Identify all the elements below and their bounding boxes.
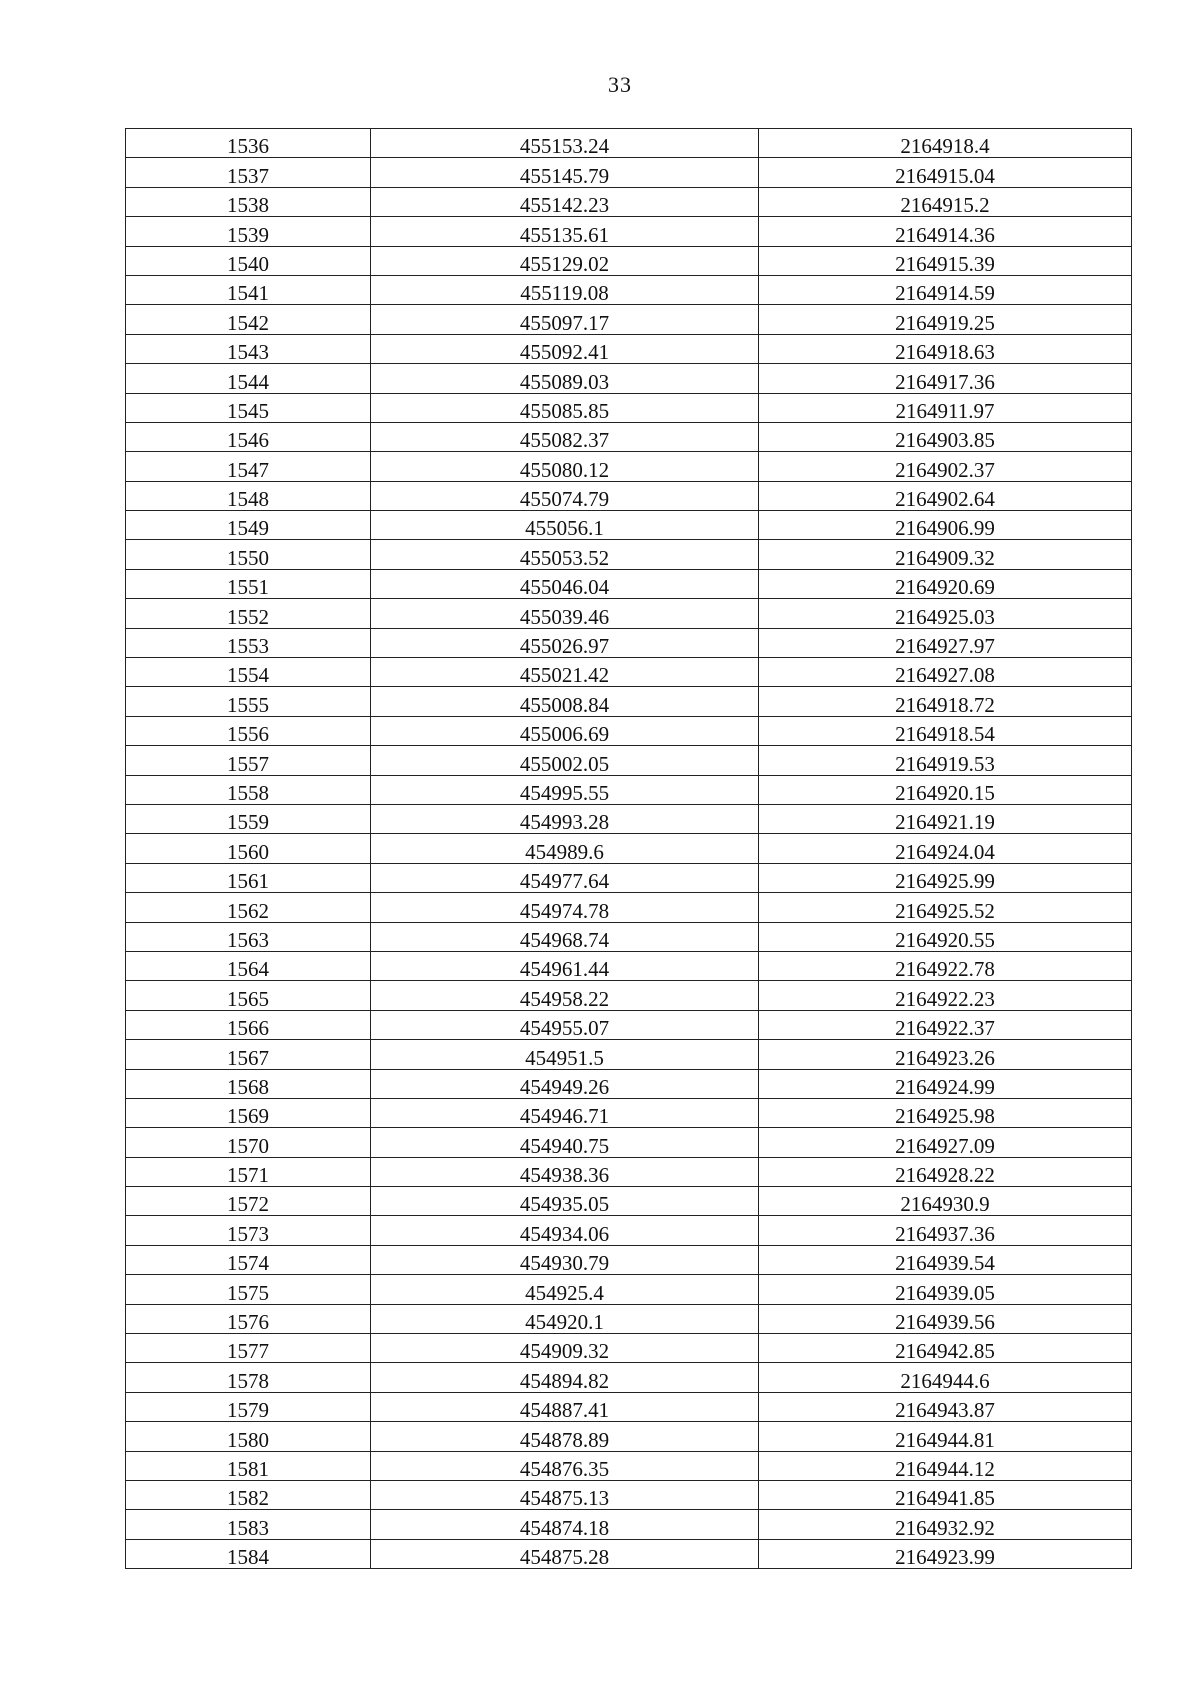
point-number-cell: 1581 <box>126 1451 371 1480</box>
point-number-cell: 1561 <box>126 863 371 892</box>
point-number-cell: 1562 <box>126 893 371 922</box>
point-number-cell: 1572 <box>126 1187 371 1216</box>
point-number-cell: 1556 <box>126 716 371 745</box>
x-coordinate-cell: 454961.44 <box>371 951 759 980</box>
table-row <box>126 775 1132 804</box>
x-coordinate-cell: 455039.46 <box>371 599 759 628</box>
y-coordinate-cell: 2164921.19 <box>759 804 1132 833</box>
table-row <box>126 922 1132 951</box>
table-row <box>126 951 1132 980</box>
x-coordinate-cell: 454876.35 <box>371 1451 759 1480</box>
point-number-cell: 1571 <box>126 1157 371 1186</box>
point-number-cell: 1563 <box>126 922 371 951</box>
point-number-cell: 1545 <box>126 393 371 422</box>
point-number-cell: 1559 <box>126 804 371 833</box>
point-number-cell: 1536 <box>126 129 371 158</box>
y-coordinate-cell: 2164918.4 <box>759 129 1132 158</box>
point-number-cell: 1558 <box>126 775 371 804</box>
x-coordinate-cell: 455074.79 <box>371 481 759 510</box>
table-row <box>126 1451 1132 1480</box>
point-number-cell: 1549 <box>126 511 371 540</box>
point-number-cell: 1541 <box>126 275 371 304</box>
x-coordinate-cell: 454955.07 <box>371 1010 759 1039</box>
x-coordinate-cell: 454909.32 <box>371 1334 759 1363</box>
coordinates-table-body <box>126 129 1132 1569</box>
table-row <box>126 334 1132 363</box>
x-coordinate-cell: 454995.55 <box>371 775 759 804</box>
point-number-cell: 1576 <box>126 1304 371 1333</box>
point-number-cell: 1578 <box>126 1363 371 1392</box>
point-number-cell: 1566 <box>126 1010 371 1039</box>
table-row <box>126 1422 1132 1451</box>
point-number-cell: 1557 <box>126 746 371 775</box>
y-coordinate-cell: 2164914.59 <box>759 275 1132 304</box>
y-coordinate-cell: 2164903.85 <box>759 422 1132 451</box>
table-row <box>126 1216 1132 1245</box>
table-row <box>126 452 1132 481</box>
y-coordinate-cell: 2164941.85 <box>759 1480 1132 1509</box>
x-coordinate-cell: 455008.84 <box>371 687 759 716</box>
table-row <box>126 1245 1132 1274</box>
table-row <box>126 834 1132 863</box>
table-row <box>126 1510 1132 1539</box>
table-row <box>126 540 1132 569</box>
y-coordinate-cell: 2164922.78 <box>759 951 1132 980</box>
table-row <box>126 658 1132 687</box>
table-row <box>126 158 1132 187</box>
y-coordinate-cell: 2164932.92 <box>759 1510 1132 1539</box>
x-coordinate-cell: 455002.05 <box>371 746 759 775</box>
y-coordinate-cell: 2164918.72 <box>759 687 1132 716</box>
x-coordinate-cell: 455135.61 <box>371 217 759 246</box>
x-coordinate-cell: 454951.5 <box>371 1040 759 1069</box>
x-coordinate-cell: 455129.02 <box>371 246 759 275</box>
x-coordinate-cell: 455046.04 <box>371 569 759 598</box>
x-coordinate-cell: 454949.26 <box>371 1069 759 1098</box>
table-row <box>126 628 1132 657</box>
x-coordinate-cell: 454874.18 <box>371 1510 759 1539</box>
x-coordinate-cell: 454894.82 <box>371 1363 759 1392</box>
table-row <box>126 1539 1132 1568</box>
point-number-cell: 1544 <box>126 364 371 393</box>
point-number-cell: 1574 <box>126 1245 371 1274</box>
y-coordinate-cell: 2164925.98 <box>759 1098 1132 1127</box>
point-number-cell: 1540 <box>126 246 371 275</box>
point-number-cell: 1553 <box>126 628 371 657</box>
x-coordinate-cell: 454977.64 <box>371 863 759 892</box>
table-row <box>126 1069 1132 1098</box>
x-coordinate-cell: 454875.28 <box>371 1539 759 1568</box>
x-coordinate-cell: 455142.23 <box>371 187 759 216</box>
y-coordinate-cell: 2164944.81 <box>759 1422 1132 1451</box>
point-number-cell: 1565 <box>126 981 371 1010</box>
x-coordinate-cell: 455082.37 <box>371 422 759 451</box>
y-coordinate-cell: 2164923.26 <box>759 1040 1132 1069</box>
x-coordinate-cell: 455056.1 <box>371 511 759 540</box>
table-row <box>126 364 1132 393</box>
table-row <box>126 981 1132 1010</box>
point-number-cell: 1579 <box>126 1392 371 1421</box>
y-coordinate-cell: 2164902.64 <box>759 481 1132 510</box>
coordinates-table <box>125 128 1132 1569</box>
y-coordinate-cell: 2164920.69 <box>759 569 1132 598</box>
y-coordinate-cell: 2164917.36 <box>759 364 1132 393</box>
table-row <box>126 1275 1132 1304</box>
point-number-cell: 1584 <box>126 1539 371 1568</box>
y-coordinate-cell: 2164927.08 <box>759 658 1132 687</box>
y-coordinate-cell: 2164939.05 <box>759 1275 1132 1304</box>
x-coordinate-cell: 454920.1 <box>371 1304 759 1333</box>
point-number-cell: 1568 <box>126 1069 371 1098</box>
x-coordinate-cell: 455080.12 <box>371 452 759 481</box>
point-number-cell: 1550 <box>126 540 371 569</box>
table-row <box>126 187 1132 216</box>
x-coordinate-cell: 454993.28 <box>371 804 759 833</box>
point-number-cell: 1570 <box>126 1128 371 1157</box>
x-coordinate-cell: 454930.79 <box>371 1245 759 1274</box>
y-coordinate-cell: 2164920.55 <box>759 922 1132 951</box>
table-row <box>126 687 1132 716</box>
point-number-cell: 1573 <box>126 1216 371 1245</box>
table-row <box>126 1098 1132 1127</box>
table-row <box>126 1040 1132 1069</box>
y-coordinate-cell: 2164919.25 <box>759 305 1132 334</box>
point-number-cell: 1567 <box>126 1040 371 1069</box>
y-coordinate-cell: 2164922.23 <box>759 981 1132 1010</box>
y-coordinate-cell: 2164944.6 <box>759 1363 1132 1392</box>
table-row <box>126 1363 1132 1392</box>
x-coordinate-cell: 454968.74 <box>371 922 759 951</box>
table-row <box>126 1187 1132 1216</box>
table-row <box>126 746 1132 775</box>
point-number-cell: 1582 <box>126 1480 371 1509</box>
point-number-cell: 1547 <box>126 452 371 481</box>
point-number-cell: 1569 <box>126 1098 371 1127</box>
table-row <box>126 1128 1132 1157</box>
y-coordinate-cell: 2164922.37 <box>759 1010 1132 1039</box>
y-coordinate-cell: 2164902.37 <box>759 452 1132 481</box>
x-coordinate-cell: 454934.06 <box>371 1216 759 1245</box>
point-number-cell: 1583 <box>126 1510 371 1539</box>
table-row <box>126 1334 1132 1363</box>
x-coordinate-cell: 455085.85 <box>371 393 759 422</box>
y-coordinate-cell: 2164924.99 <box>759 1069 1132 1098</box>
y-coordinate-cell: 2164920.15 <box>759 775 1132 804</box>
y-coordinate-cell: 2164927.97 <box>759 628 1132 657</box>
table-row <box>126 129 1132 158</box>
table-row <box>126 804 1132 833</box>
y-coordinate-cell: 2164927.09 <box>759 1128 1132 1157</box>
x-coordinate-cell: 454935.05 <box>371 1187 759 1216</box>
y-coordinate-cell: 2164939.56 <box>759 1304 1132 1333</box>
x-coordinate-cell: 454925.4 <box>371 1275 759 1304</box>
x-coordinate-cell: 454958.22 <box>371 981 759 1010</box>
table-row <box>126 422 1132 451</box>
table-row <box>126 511 1132 540</box>
x-coordinate-cell: 455089.03 <box>371 364 759 393</box>
y-coordinate-cell: 2164923.99 <box>759 1539 1132 1568</box>
point-number-cell: 1542 <box>126 305 371 334</box>
point-number-cell: 1548 <box>126 481 371 510</box>
y-coordinate-cell: 2164942.85 <box>759 1334 1132 1363</box>
point-number-cell: 1564 <box>126 951 371 980</box>
table-row <box>126 217 1132 246</box>
x-coordinate-cell: 455097.17 <box>371 305 759 334</box>
x-coordinate-cell: 455145.79 <box>371 158 759 187</box>
x-coordinate-cell: 454887.41 <box>371 1392 759 1421</box>
table-row <box>126 305 1132 334</box>
point-number-cell: 1539 <box>126 217 371 246</box>
table-row <box>126 1480 1132 1509</box>
x-coordinate-cell: 454974.78 <box>371 893 759 922</box>
y-coordinate-cell: 2164937.36 <box>759 1216 1132 1245</box>
y-coordinate-cell: 2164914.36 <box>759 217 1132 246</box>
y-coordinate-cell: 2164928.22 <box>759 1157 1132 1186</box>
x-coordinate-cell: 454940.75 <box>371 1128 759 1157</box>
point-number-cell: 1560 <box>126 834 371 863</box>
x-coordinate-cell: 454878.89 <box>371 1422 759 1451</box>
point-number-cell: 1552 <box>126 599 371 628</box>
point-number-cell: 1551 <box>126 569 371 598</box>
table-row <box>126 569 1132 598</box>
point-number-cell: 1575 <box>126 1275 371 1304</box>
x-coordinate-cell: 455026.97 <box>371 628 759 657</box>
table-row <box>126 1157 1132 1186</box>
y-coordinate-cell: 2164915.2 <box>759 187 1132 216</box>
y-coordinate-cell: 2164925.03 <box>759 599 1132 628</box>
table-row <box>126 275 1132 304</box>
point-number-cell: 1538 <box>126 187 371 216</box>
y-coordinate-cell: 2164918.63 <box>759 334 1132 363</box>
x-coordinate-cell: 455153.24 <box>371 129 759 158</box>
page-number: 33 <box>608 72 632 97</box>
point-number-cell: 1555 <box>126 687 371 716</box>
y-coordinate-cell: 2164906.99 <box>759 511 1132 540</box>
y-coordinate-cell: 2164944.12 <box>759 1451 1132 1480</box>
table-row <box>126 863 1132 892</box>
y-coordinate-cell: 2164943.87 <box>759 1392 1132 1421</box>
y-coordinate-cell: 2164930.9 <box>759 1187 1132 1216</box>
x-coordinate-cell: 455092.41 <box>371 334 759 363</box>
y-coordinate-cell: 2164925.52 <box>759 893 1132 922</box>
x-coordinate-cell: 454875.13 <box>371 1480 759 1509</box>
x-coordinate-cell: 454989.6 <box>371 834 759 863</box>
y-coordinate-cell: 2164915.04 <box>759 158 1132 187</box>
y-coordinate-cell: 2164918.54 <box>759 716 1132 745</box>
table-row <box>126 1010 1132 1039</box>
table-row <box>126 1392 1132 1421</box>
y-coordinate-cell: 2164915.39 <box>759 246 1132 275</box>
x-coordinate-cell: 455119.08 <box>371 275 759 304</box>
table-row <box>126 246 1132 275</box>
point-number-cell: 1580 <box>126 1422 371 1451</box>
table-row <box>126 481 1132 510</box>
table-row <box>126 893 1132 922</box>
y-coordinate-cell: 2164909.32 <box>759 540 1132 569</box>
table-row <box>126 599 1132 628</box>
point-number-cell: 1537 <box>126 158 371 187</box>
x-coordinate-cell: 454938.36 <box>371 1157 759 1186</box>
point-number-cell: 1577 <box>126 1334 371 1363</box>
point-number-cell: 1546 <box>126 422 371 451</box>
y-coordinate-cell: 2164925.99 <box>759 863 1132 892</box>
y-coordinate-cell: 2164924.04 <box>759 834 1132 863</box>
x-coordinate-cell: 455053.52 <box>371 540 759 569</box>
table-row <box>126 393 1132 422</box>
table-row <box>126 716 1132 745</box>
point-number-cell: 1543 <box>126 334 371 363</box>
x-coordinate-cell: 455021.42 <box>371 658 759 687</box>
x-coordinate-cell: 454946.71 <box>371 1098 759 1127</box>
y-coordinate-cell: 2164919.53 <box>759 746 1132 775</box>
y-coordinate-cell: 2164911.97 <box>759 393 1132 422</box>
x-coordinate-cell: 455006.69 <box>371 716 759 745</box>
table-row <box>126 1304 1132 1333</box>
y-coordinate-cell: 2164939.54 <box>759 1245 1132 1274</box>
point-number-cell: 1554 <box>126 658 371 687</box>
